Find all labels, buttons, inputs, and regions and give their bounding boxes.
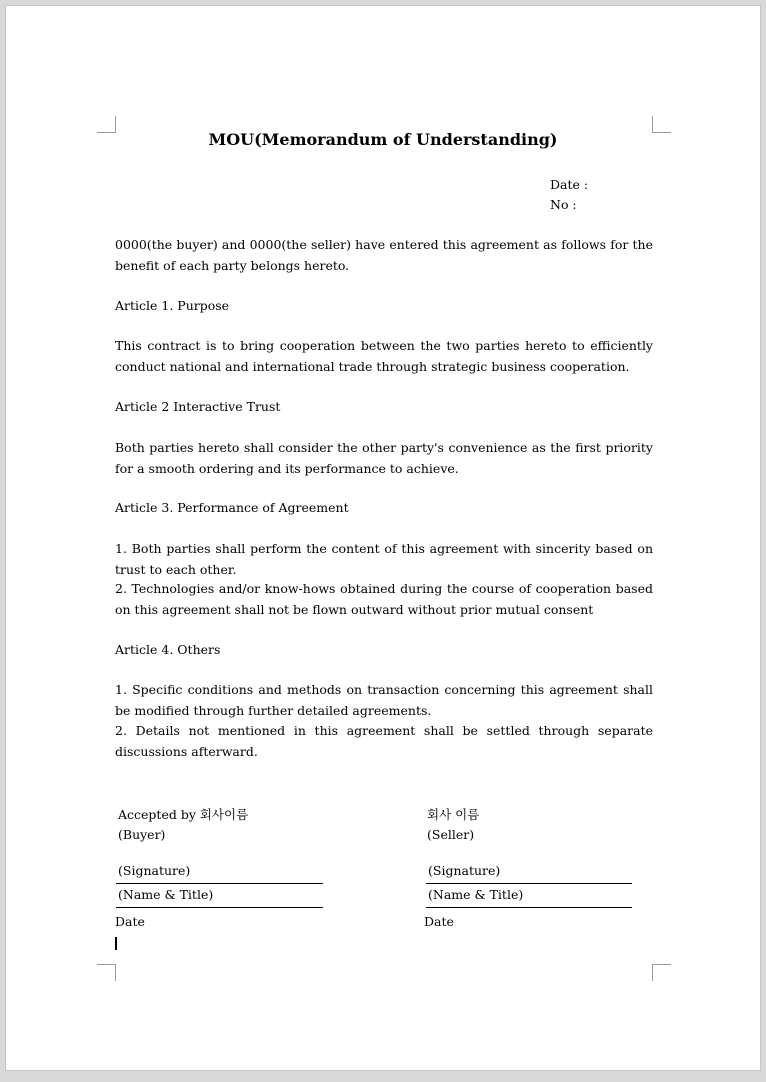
buyer-accepted-by: Accepted by 회사이름 [118,807,249,822]
buyer-name-title-line [116,907,323,908]
article-4-heading: Article 4. Others [115,642,221,657]
seller-company-name: 회사 이름 [427,807,480,822]
text-cursor [115,937,117,950]
document-page[interactable] [6,6,760,1070]
article-3-heading: Article 3. Performance of Agreement [115,500,349,515]
seller-date-label: Date [424,914,454,929]
buyer-signature-line [116,883,323,884]
document-title: MOU(Memorandum of Understanding) [208,130,558,149]
article-2-paragraph: Both parties hereto shall consider the other party's convenience as the first priority for a smooth ordering and its performance to achieve. [115,440,653,476]
article-3-item-2: 2. Technologies and/or know-hows obtained during the course of cooperation based on this agreement shall not be flown outward without prior mutual consent [115,581,653,617]
article-4-item-1: 1. Specific conditions and methods on transaction concerning this agreement shall be modified through further detailed agreements. [115,682,653,718]
article-4-item-2: 2. Details not mentioned in this agreement shall be settled through separate discussions afterward. [115,723,653,759]
seller-name-title-line [426,907,632,908]
seller-signature-label: (Signature) [428,863,501,878]
buyer-date-label: Date [115,914,145,929]
buyer-name-title-label: (Name & Title) [118,887,214,902]
margin-corner-bottom-right [652,964,671,981]
seller-role-label: (Seller) [427,827,475,842]
seller-name-title-label: (Name & Title) [428,887,524,902]
date-field-label: Date : [550,177,589,192]
margin-corner-bottom-left [97,964,116,981]
number-field-label: No : [550,197,577,212]
article-1-heading: Article 1. Purpose [115,298,230,313]
article-2-heading: Article 2 Interactive Trust [115,399,281,414]
article-3-item-1: 1. Both parties shall perform the content of this agreement with sincerity based on trust to each other. [115,541,653,577]
intro-paragraph: 0000(the buyer) and 0000(the seller) have entered this agreement as follows for the benefit of each party belongs hereto. [115,237,653,273]
buyer-role-label: (Buyer) [118,827,166,842]
buyer-signature-label: (Signature) [118,863,191,878]
seller-signature-line [426,883,632,884]
article-1-paragraph: This contract is to bring cooperation between the two parties hereto to efficiently conduct national and international trade through strategic business cooperation. [115,338,653,374]
